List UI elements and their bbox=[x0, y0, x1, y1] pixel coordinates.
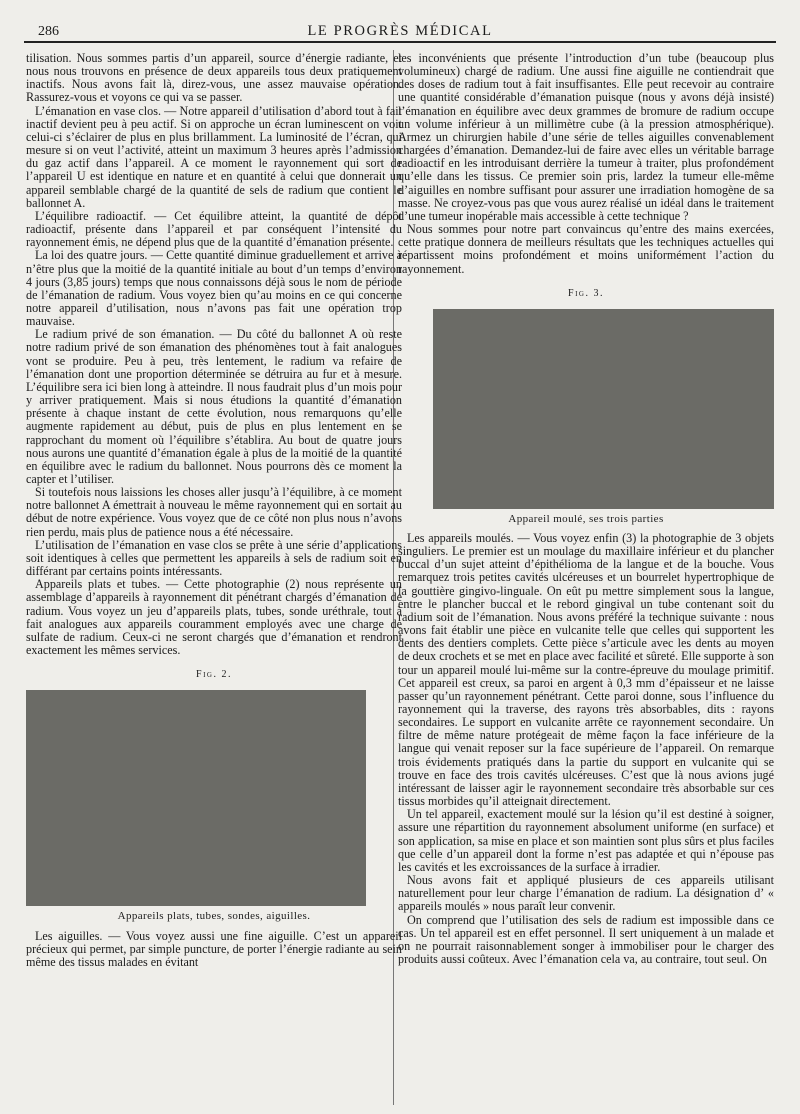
paragraph: Si toutefois nous laissions les choses aller jusqu’à l’équilibre, à ce moment notre ballonnet A émettrait à nouveau le même rayonnement qui en sortait au début de notre expérience. Vous voyez que de ce côté non plus nous n’avons rien perdu, mais plus de patience nous a été nécessaire. bbox=[26, 485, 402, 539]
paragraph: Un tel appareil, exactement moulé sur la lésion qu’il est destiné à soigner, assure une répartition du rayonnement absolument uniforme (en surface) et son application, sa mise en place et son maintien sont plus sûrs et plus faciles que celle d’un appareil dont la forme n’est pas adaptée et qui n’épouse pas les cavités et les excroissances de la surface à irradier. bbox=[398, 807, 774, 874]
paragraph: Les aiguilles. — Vous voyez aussi une fine aiguille. C’est un appareil précieux qui permet, par simple puncture, de porter l’énergie radiante au sein même des tissus malades en évitant bbox=[26, 928, 402, 969]
paragraph: On comprend que l’utilisation des sels de radium est impossible dans ce cas. Un tel appareil est en effet personnel. Il sert uniquement à un malade et on ne pourrait raisonnablement songer à immobiliser pour le charger des produits aussi coûteux. Avec l’émanation cela va, au contraire, tout seul. On bbox=[398, 912, 774, 966]
page-number: 286 bbox=[38, 24, 59, 39]
paragraph: les inconvénients que présente l’introduction d’un tube (beaucoup plus volumineux) chargé de radium. Une aussi fine aiguille ne contiendrait que des doses de radium tout à fait insuffisantes. Elle peut recevoir au contraire une quantité considérable d’émanation puisque (nous y avons déjà insisté) l’émanation en équilibre avec deux grammes de bromure de radium occupe un volume inférieur à un millimètre cube (à la pression atmosphérique). Armez un chirurgien habile d’une série de telles aiguilles convenablement chargées d’émanation. Demandez-lui de faire avec elles un véritable barrage radioactif en les introduisant derrière la tumeur à traiter, plus profondément qu’elle dans les tissus. Ce premier soin pris, lardez la tumeur elle-même d’aiguilles en nombre suffisant pour assurer une irradiation homogène de sa masse. Ne croyez-vous pas que vous aurez réalisé un idéal dans le traitement d’une tumeur inopérable mais accessible à cette technique ? bbox=[398, 52, 774, 223]
paragraph: Les appareils moulés. — Vous voyez enfin (3) la photographie de 3 objets singuliers. Le premier est un moulage du maxillaire inférieur et du plancher buccal d’un sujet atteint d’épithélioma de la langue et de la bouche. Vous remarquez trois petites cavités ulcéreuses et un bourrelet hypertrophique de la gouttière gingivo-linguale. On eût pu mettre simplement sous la langue, entre le plancher buccal et le rebord gingival un tube contenant soit du radium soit de l’émanation. Nous avons préféré la technique suivante : nous avons fait établir une pièce en vulcanite telle que celles qui supportent les dents des dentiers complets. Cette pièce s’articule avec les dents au moyen de deux crochets et se met en place avec facilité et sûreté. Elle supporte à son tour un appareil moulé lui-même sur la contre-épreuve du moulage primitif. Cet appareil est creux, sa paroi en argent à 0,3 mm d’épaisseur et ne laisse passer qu’un rayonnement pénétrant. Cette paroi donne, sous l’influence du rayonnement qui la traverse, des rayons très absorbables, dits : rayons secondaires. Le support en vulcanite arrête ce rayonnement secondaire. Un filtre de même nature protégeait de même façon la face inférieure de la langue qui venait reposer sur la face supérieure de l’appareil. On remarque trois évidements pratiqués dans la partie du support en vulcanite qui se trouve en face des trois cavités ulcéreuses. C’est que là nous avions jugé intéressant de laisser agir le rayonnement secondaire très absorbable sur ces tissus morbides qu’il atteignait directement. bbox=[398, 530, 774, 809]
header-rule bbox=[24, 41, 776, 43]
paragraph: Appareils plats et tubes. — Cette photographie (2) nous représente un assemblage d’appareils à rayonnement dit pénétrant chargés d’émanation de radium. Vous voyez un jeu d’appareils plats, tubes, sonde uréthrale, tout à fait analogues aux appareils couramment employés avec une charge de sulfate de radium. Ceux-ci ne seront chargés que d’émanation et rendront exactement les mêmes services. bbox=[26, 577, 402, 658]
left-column bbox=[26, 52, 402, 1102]
figure-3-label: Fig. 3. bbox=[568, 287, 604, 299]
paragraph: Nous sommes pour notre part convaincus qu’entre des mains exercées, cette pratique donnera de meilleurs résultats que les techniques actuelles qui répartissent moins profondément et moins uniformément l’action du rayonnement. bbox=[398, 222, 774, 276]
figure-2-caption: Appareils plats, tubes, sondes, aiguilles. bbox=[117, 910, 311, 923]
page-header bbox=[24, 18, 776, 42]
figure-3-photo bbox=[433, 309, 774, 509]
figure-2-photo bbox=[26, 690, 366, 906]
paragraph: L’émanation en vase clos. — Notre appareil d’utilisation d’abord tout à fait inactif devient peu à peu actif. Si on approche un écran luminescent on voit celui-ci s’éclairer de plus en plus brillamment. La luminosité de l’écran, qui mesure si on veut l’activité, atteint un maximum 3 heures après l’admission du gaz actif dans l’appareil. A ce moment le rayonnement qui sort de l’appareil U est identique en nature et en quantité à celui que donnerait un appareil semblable chargé de la quantité de sels de radium que contient le ballonnet A. bbox=[26, 103, 402, 210]
figure-2-label: Fig. 2. bbox=[196, 669, 232, 681]
paragraph: tilisation. Nous sommes partis d’un appareil, source d’énergie radiante, et nous nous trouvons en présence de deux appareils tous deux pratiquement inactifs. Nous avons fait là, direz-vous, une assez mauvaise opération. Rassurez-vous et voyons ce qui va se passer. bbox=[26, 52, 402, 105]
running-title: LE PROGRÈS MÉDICAL bbox=[307, 23, 493, 39]
paragraph: L’équilibre radioactif. — Cet équilibre atteint, la quantité de dépôt radioactif, présente dans l’appareil et par conséquent l’intensité du rayonnement émis, ne dépend plus que de la quantité d’émanation présente. bbox=[26, 208, 402, 250]
paragraph: Le radium privé de son émanation. — Du côté du ballonnet A où reste notre radium privé de son émanation des phénomènes tout à fait analogues vont se produire. Peu à peu, très lentement, le radium va refaire de l’émanation dont une proportion déterminée se détruira au fur et à mesure. L’équilibre sera ici bien long à atteindre. Il nous faudrait plus d’un mois pour y arriver pratiquement. Mais si nous étudions la quantité d’émanation présente à chaque instant de cette évolution, nous remarquons qu’elle augmente rapidement au début, puis de plus en plus lentement en se rapprochant du moment où l’équilibre s’établira. Au bout de quatre jours nous aurons une quantité d’émanation égale à plus de la moitié de la quantité en équilibre avec le radium du ballonnet. Nous pourrons dès ce moment la capter et l’utiliser. bbox=[26, 327, 402, 486]
paragraph: L’utilisation de l’émanation en vase clos se prête à une série d’applications soit identiques à celles que permettent les appareils à sels de radium soit en différant par certains points intéressants. bbox=[26, 537, 402, 579]
right-column bbox=[398, 52, 774, 1102]
paragraph: Nous avons fait et appliqué plusieurs de ces appareils utilisant naturellement pour leur charge l’émanation de radium. La désignation d’ « appareils moulés » nous paraît leur convenir. bbox=[398, 873, 774, 914]
paragraph: La loi des quatre jours. — Cette quantité diminue graduellement et arrive à n’être plus que la moitié de la quantité initiale au bout d’un temps d’environ 4 jours (3,85 jours) temps que nous connaissons déjà sous le nom de période de l’émanation de radium. Vous voyez bien qu’au moins en ce qui concerne notre appareil d’utilisation, nous n’avons pas fait une opération trop mauvaise. bbox=[26, 248, 402, 329]
figure-3-caption: Appareil moulé, ses trois parties bbox=[508, 512, 664, 525]
